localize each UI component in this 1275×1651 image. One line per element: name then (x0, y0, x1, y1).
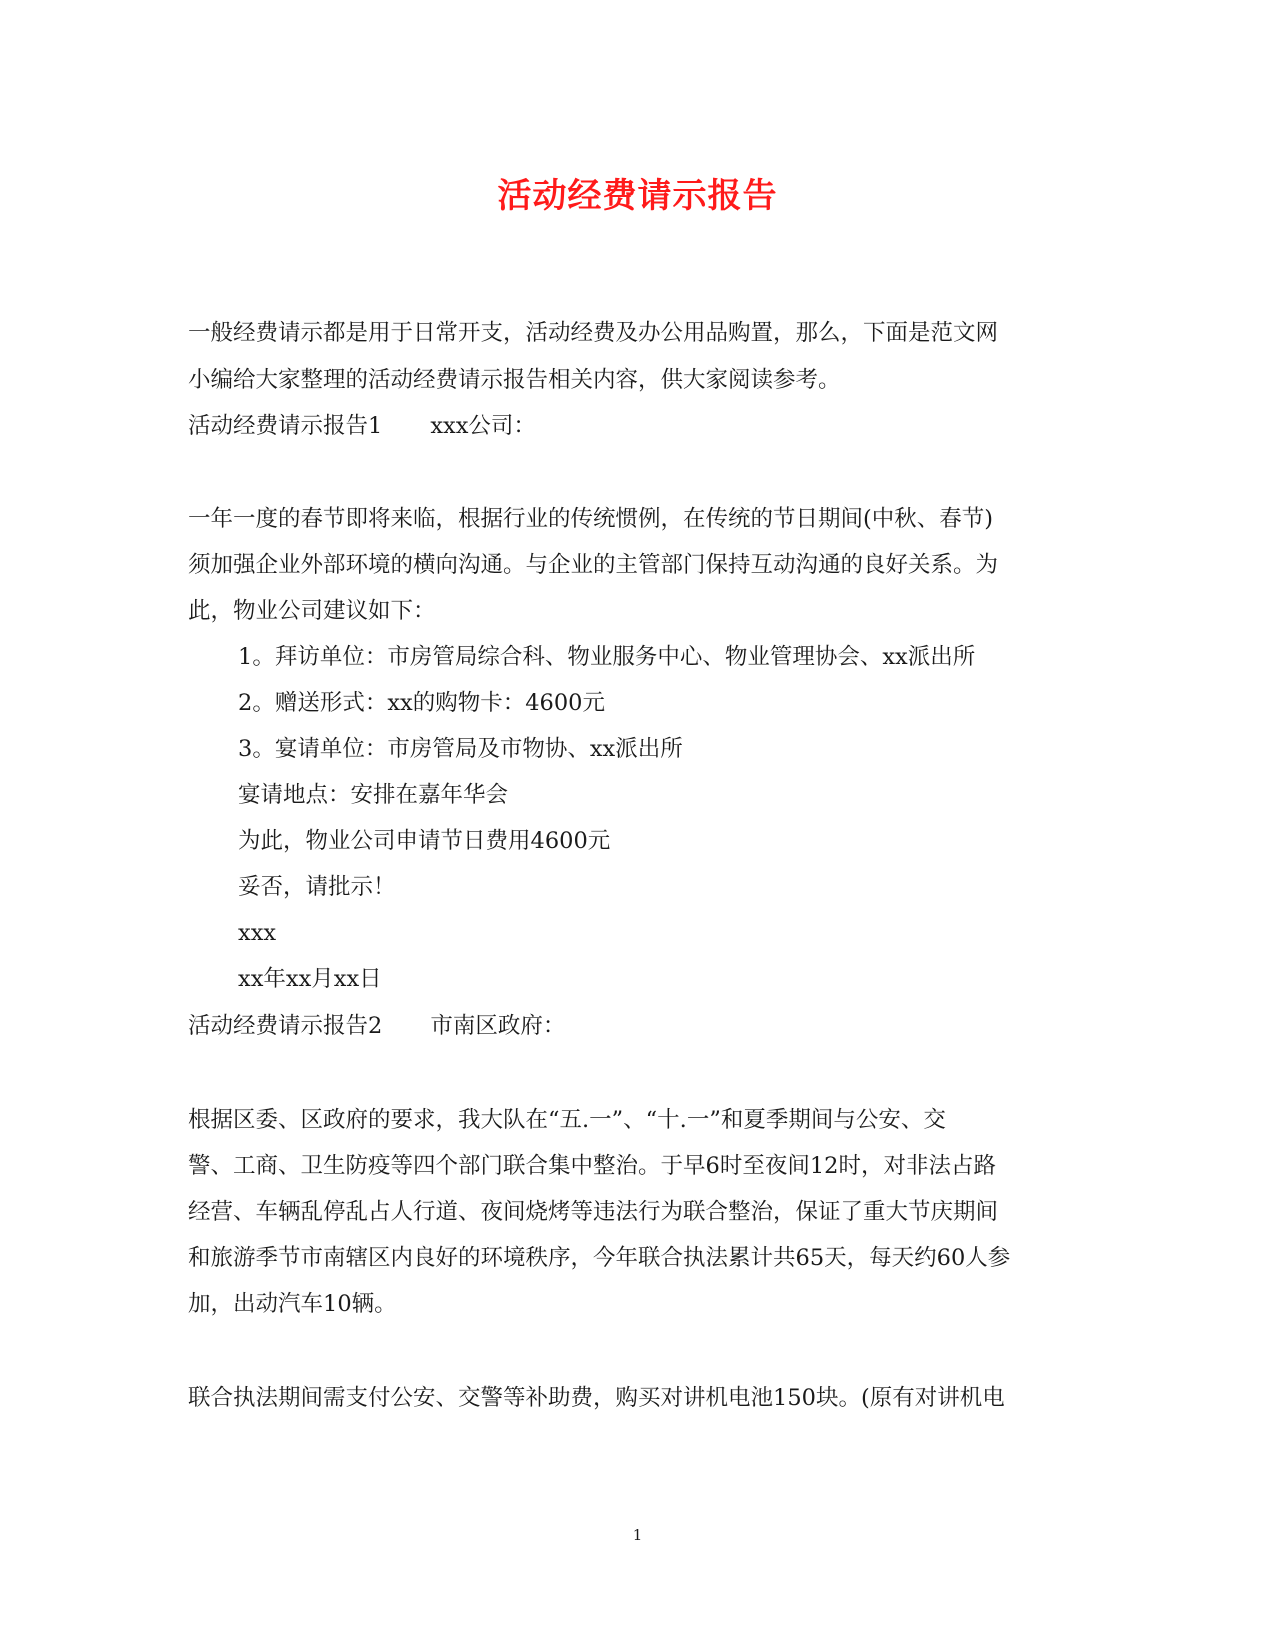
report1-item-1: 1。拜访单位：市房管局综合科、物业服务中心、物业管理协会、xx派出所 (238, 644, 976, 670)
report1-approval: 妥否，请批示！ (238, 874, 396, 900)
document-title: 活动经费请示报告 (497, 176, 778, 216)
report1-item-2: 2。赠送形式：xx的购物卡：4600元 (238, 690, 605, 716)
report1-date: xx年xx月xx日 (238, 966, 382, 992)
report2-para1-line-4: 和旅游季节市南辖区内良好的环境秩序，今年联合执法累计共65天，每天约60人参 (188, 1245, 1011, 1271)
report1-heading-line (188, 411, 536, 441)
report1-heading: 活动经费请示报告1 (188, 413, 383, 439)
intro-line-1: 一般经费请示都是用于日常开支，活动经费及办公用品购置，那么，下面是范文网 (188, 320, 999, 346)
intro-line-2: 小编给大家整理的活动经费请示报告相关内容，供大家阅读参考。 (188, 367, 841, 393)
report1-para-line-1: 一年一度的春节即将来临，根据行业的传统惯例，在传统的节日期间(中秋、春节) (188, 506, 994, 532)
report1-venue: 宴请地点：安排在嘉年华会 (238, 782, 509, 808)
report1-para-line-3: 此，物业公司建议如下： (188, 598, 436, 624)
report2-heading-line (188, 1011, 565, 1041)
report2-para1-line-3: 经营、车辆乱停乱占人行道、夜间烧烤等违法行为联合整治，保证了重大节庆期间 (188, 1199, 999, 1225)
report2-para1-line-1: 根据区委、区政府的要求，我大队在“五.一”、“十.一”和夏季期间与公安、交 (188, 1107, 946, 1133)
report2-para1-line-5: 加，出动汽车10辆。 (188, 1291, 397, 1317)
report1-addressee: xxx公司： (430, 413, 536, 439)
report2-para2-line-1: 联合执法期间需支付公安、交警等补助费，购买对讲机电池150块。(原有对讲机电 (188, 1385, 1005, 1411)
report1-request: 为此，物业公司申请节日费用4600元 (238, 828, 611, 854)
report1-signature: xxx (238, 920, 277, 946)
report2-heading: 活动经费请示报告2 (188, 1013, 383, 1039)
report2-para1-line-2: 警、工商、卫生防疫等四个部门联合集中整治。于早6时至夜间12时，对非法占路 (188, 1153, 996, 1179)
report2-addressee: 市南区政府： (430, 1013, 566, 1039)
page-number: 1 (632, 1526, 643, 1544)
report1-para-line-2: 须加强企业外部环境的横向沟通。与企业的主管部门保持互动沟通的良好关系。为 (188, 552, 999, 578)
report1-item-3: 3。宴请单位：市房管局及市物协、xx派出所 (238, 736, 683, 762)
